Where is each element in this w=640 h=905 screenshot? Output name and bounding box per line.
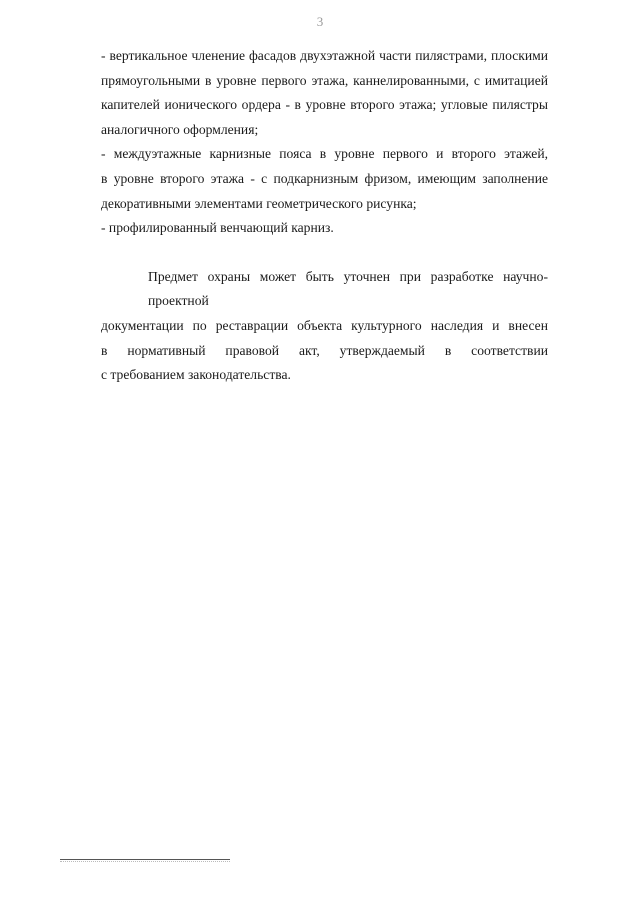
text-line: в уровне второго этажа - с подкарнизным фризом, имеющим заполнение: [101, 170, 548, 186]
text-line: документации по реставрации объекта культурного наследия и внесен: [101, 317, 548, 333]
footer-rule: [60, 859, 230, 860]
paragraph-gap: [101, 241, 548, 265]
text-line: в нормативный правовой акт, утверждаемый в соответствии: [101, 342, 548, 358]
document-body: [101, 44, 548, 388]
text-line: аналогичного оформления;: [101, 121, 259, 137]
text-line: - вертикальное членение фасадов двухэтажной части пилястрами, плоскими: [101, 48, 548, 63]
text-line: прямоугольными в уровне первого этажа, каннелированными, с имитацией: [101, 72, 548, 88]
footer-rule-faint: [60, 861, 230, 862]
text-line: - междуэтажные карнизные пояса в уровне первого и второго этажей,: [101, 146, 548, 162]
text-line: с требованием законодательства.: [101, 367, 291, 383]
text-line: - профилированный венчающий карниз.: [101, 220, 334, 236]
text-line: Предмет охраны может быть уточнен при разработке научно-проектной: [148, 268, 548, 309]
page-number: 3: [316, 14, 324, 29]
text-line: декоративными элементами геометрического рисунка;: [101, 195, 417, 211]
text-line: капителей ионического ордера - в уровне второго этажа; угловые пилястры: [101, 97, 548, 113]
